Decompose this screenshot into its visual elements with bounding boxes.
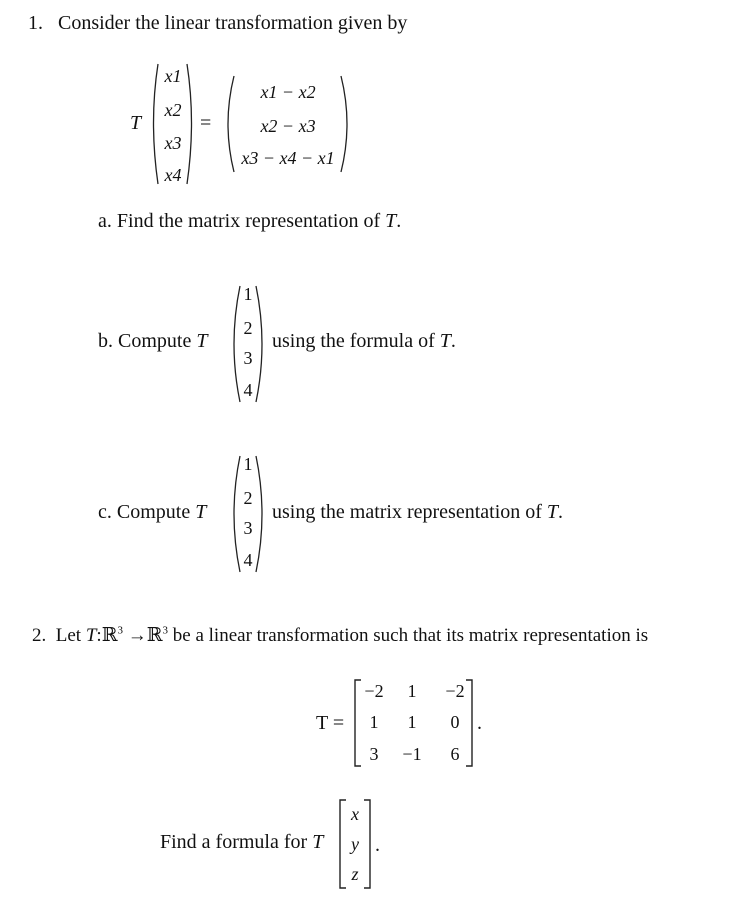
problem2-T: T [85,625,97,646]
matrix-cell: −2 [445,681,465,701]
problem2-codomain: ℝ [146,625,163,646]
problem1-equals: = [200,112,212,134]
part-b-end: . [450,330,456,352]
input-vector-entry: x1 [164,66,182,86]
xyz-vector-entry: x [351,804,359,824]
xyz-vector-entry: z [351,864,359,884]
output-vector-entry: x2 − x3 [260,116,316,136]
part-b-tail [272,330,456,353]
part-b-T2: T [439,330,451,352]
problem2-codomain-exp: 3 [162,624,169,637]
part-b-label: b. [98,330,113,352]
part-b-text: Compute [118,330,192,352]
part-b-vector-entry: 4 [243,380,253,400]
part-a-label: a. [98,210,112,232]
part-c-T: T [195,501,207,523]
part-c-vector-entry: 3 [243,518,253,538]
matrix-cell: 1 [369,712,379,732]
problem2-colon: : [96,625,102,646]
find-text: Find a formula for [160,831,308,853]
part-c-label: c. [98,501,112,523]
part-c-vector-entry: 2 [243,488,253,508]
find-T: T [312,831,324,853]
matrix-cell: −1 [402,744,422,764]
part-a-text: Find the matrix representation of [116,210,381,232]
matrix-cell: −2 [364,681,384,701]
input-vector-entry: x4 [164,165,182,185]
problem2-statement [32,624,648,647]
matrix-cell: 1 [407,712,417,732]
output-vector-entry: x3 − x4 − x1 [241,148,335,168]
part-c-end: . [558,501,564,523]
part-a-T: T [385,210,397,232]
problem2-domain-exp: 3 [117,624,123,637]
part-c-lead [98,501,206,524]
problem2-arrow: → [127,625,147,646]
part-c-text: Compute [116,501,191,523]
part-a-end: . [396,210,402,232]
problem1-T: T [130,112,142,134]
part-b-vector-entry: 3 [243,348,253,368]
matrix-cell: 3 [369,744,379,764]
matrix-cell: 6 [450,744,460,764]
problem2-statement-text: be a linear transformation such that its matrix representation is [172,625,649,646]
problem2-domain: ℝ [101,625,118,646]
part-b-T: T [196,330,208,352]
part-b-vector-entry: 2 [243,318,253,338]
xyz-vector-entry: y [351,834,359,854]
part-a [98,210,401,233]
problem2-number: 2. [32,625,47,646]
input-vector-entry: x2 [164,100,182,120]
part-c-vector-entry: 4 [243,550,253,570]
find-end: . [375,834,380,856]
output-vector-entry: x1 − x2 [260,82,316,102]
part-b-lead [98,330,207,353]
part-c-vector-entry: 1 [243,454,253,474]
matrix-cell: 1 [407,681,417,701]
input-vector-entry: x3 [164,133,182,153]
problem2-let: Let [55,625,82,646]
part-c-after: using the matrix representation of [272,501,542,523]
part-c-T2: T [546,501,559,523]
problem1-intro: Consider the linear transformation given by [58,12,408,34]
matrix-cell: 0 [450,712,460,732]
part-b-vector-entry: 1 [243,284,253,304]
part-c-tail [272,501,563,524]
problem1-number: 1. [28,12,43,34]
part-b-after: using the formula of [272,330,435,352]
find-formula [160,831,323,854]
matrix-label: T = [316,712,345,734]
matrix-end: . [477,712,482,734]
